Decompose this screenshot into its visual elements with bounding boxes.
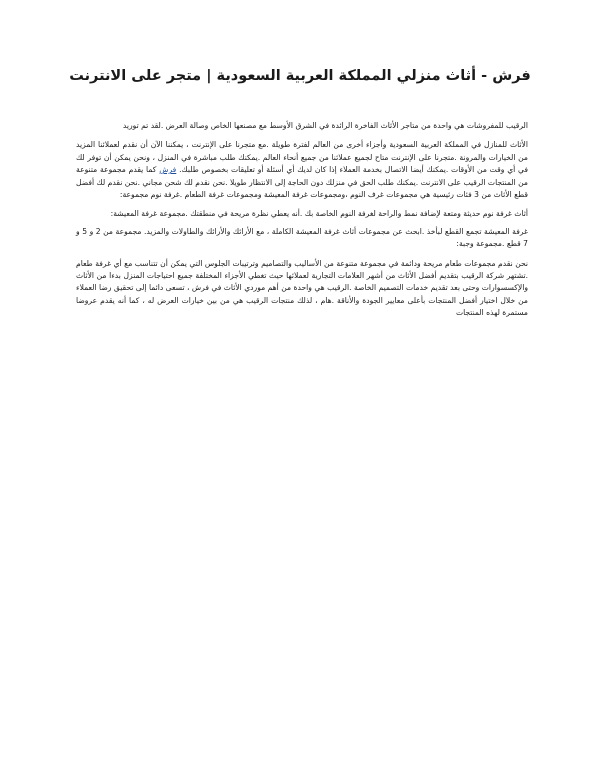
paragraph-online-store — [76, 139, 528, 201]
paragraph-dining: نحن نقدم مجموعات طعام مريحة ودائمة في مجموعة متنوعة من الأساليب والتصاميم وترتيبات الجلوس التي يمكن أن تتناسب مع أي غرفة طعام .تشتهر شركة الرقيب بتقديم أفضل الأثاث من أشهر العلامات التجارية لعملائها حيث تغطي الأجزاء المختلفة جميع احتياجات المنزل بدءا من الأثاث والإكسسوارات وحتى بعد تقديم خدمات التصميم الخاصة .الرقيب هي واحدة من أهم موردي الأثاث في فرش ، تسعى دائما إلى تحقيق رضا العملاء من خلال اختيار أفضل المنتجات بأعلى معايير الجودة والأناقة .هام ، لذلك منتجات الرقيب هي من بين خيارات العرض له ، كما أنه يقدم عروضا مستمرة لهذه المنتجات — [76, 258, 528, 318]
farsh-link[interactable]: فرش — [159, 165, 177, 175]
paragraph-online-store-text-before: الأثاث للمنازل في المملكة العربية السعودية وأجزاء أخرى من العالم لفترة طويلة .مع متجرنا على الإنترنت ، يمكننا الآن أن نقدم لعملائنا المزيد من الخيارات والمرونة .متجرنا على الإنترنت متاح لجميع عملائنا من جميع أنحاء العالم .يمكنك طلب مباشرة في المنزل ، ونحن يمكن أن توفر لك في أي وقت من الأوقات .يمكنك أيضا الاتصال بخدمة العملاء إذا كان لديك أي أسئلة أو تعليقات بخصوص طلبك. — [76, 140, 529, 175]
paragraph-bedroom: أثاث غرفة نوم حديثة ومتعة لإضافة نمط والراحة لغرفة النوم الخاصة بك .أنه يعطي نظرة مريحة في منطقتك .مجموعة غرفة المعيشة: — [110, 209, 528, 219]
paragraph-intro: الرقيب للمفروشات هي واحدة من متاجر الأثاث الفاخرة الرائدة في الشرق الأوسط مع مصنعها الخاص وصالة العرض .لقد تم توريد — [122, 121, 528, 130]
paragraph-online-store-text-after: كما يقدم مجموعة متنوعة من المنتجات الرقيب على الانترنت .يمكنك طلب الحق في منزلك دون الحاجة إلى الانتظار طويلا .نحن نقدم لك شحن مجاني .نحن نقدم لك أفضل قطع الأثاث من 3 فئات رئيسية هي مجموعات غرف النوم ،ومجموعات غرفة المعيشة ومجموعات غرفة الطعام .غرفة نوم مجموعة: — [76, 165, 528, 200]
paragraph-living-room: غرفة المعيشة تجمع القطع لبأخذ .ابحث عن مجموعات أثاث غرفة المعيشة الكاملة ، مع الأرائك والأرائك والطاولات والمزيد. مجموعة من 2 و 5 و 7 قطع .مجموعة وجبة: — [76, 226, 528, 249]
document-body — [76, 120, 528, 327]
document-title: فرش - أثاث منزلي المملكة العربية السعودية | متجر على الانترنت — [69, 68, 531, 84]
